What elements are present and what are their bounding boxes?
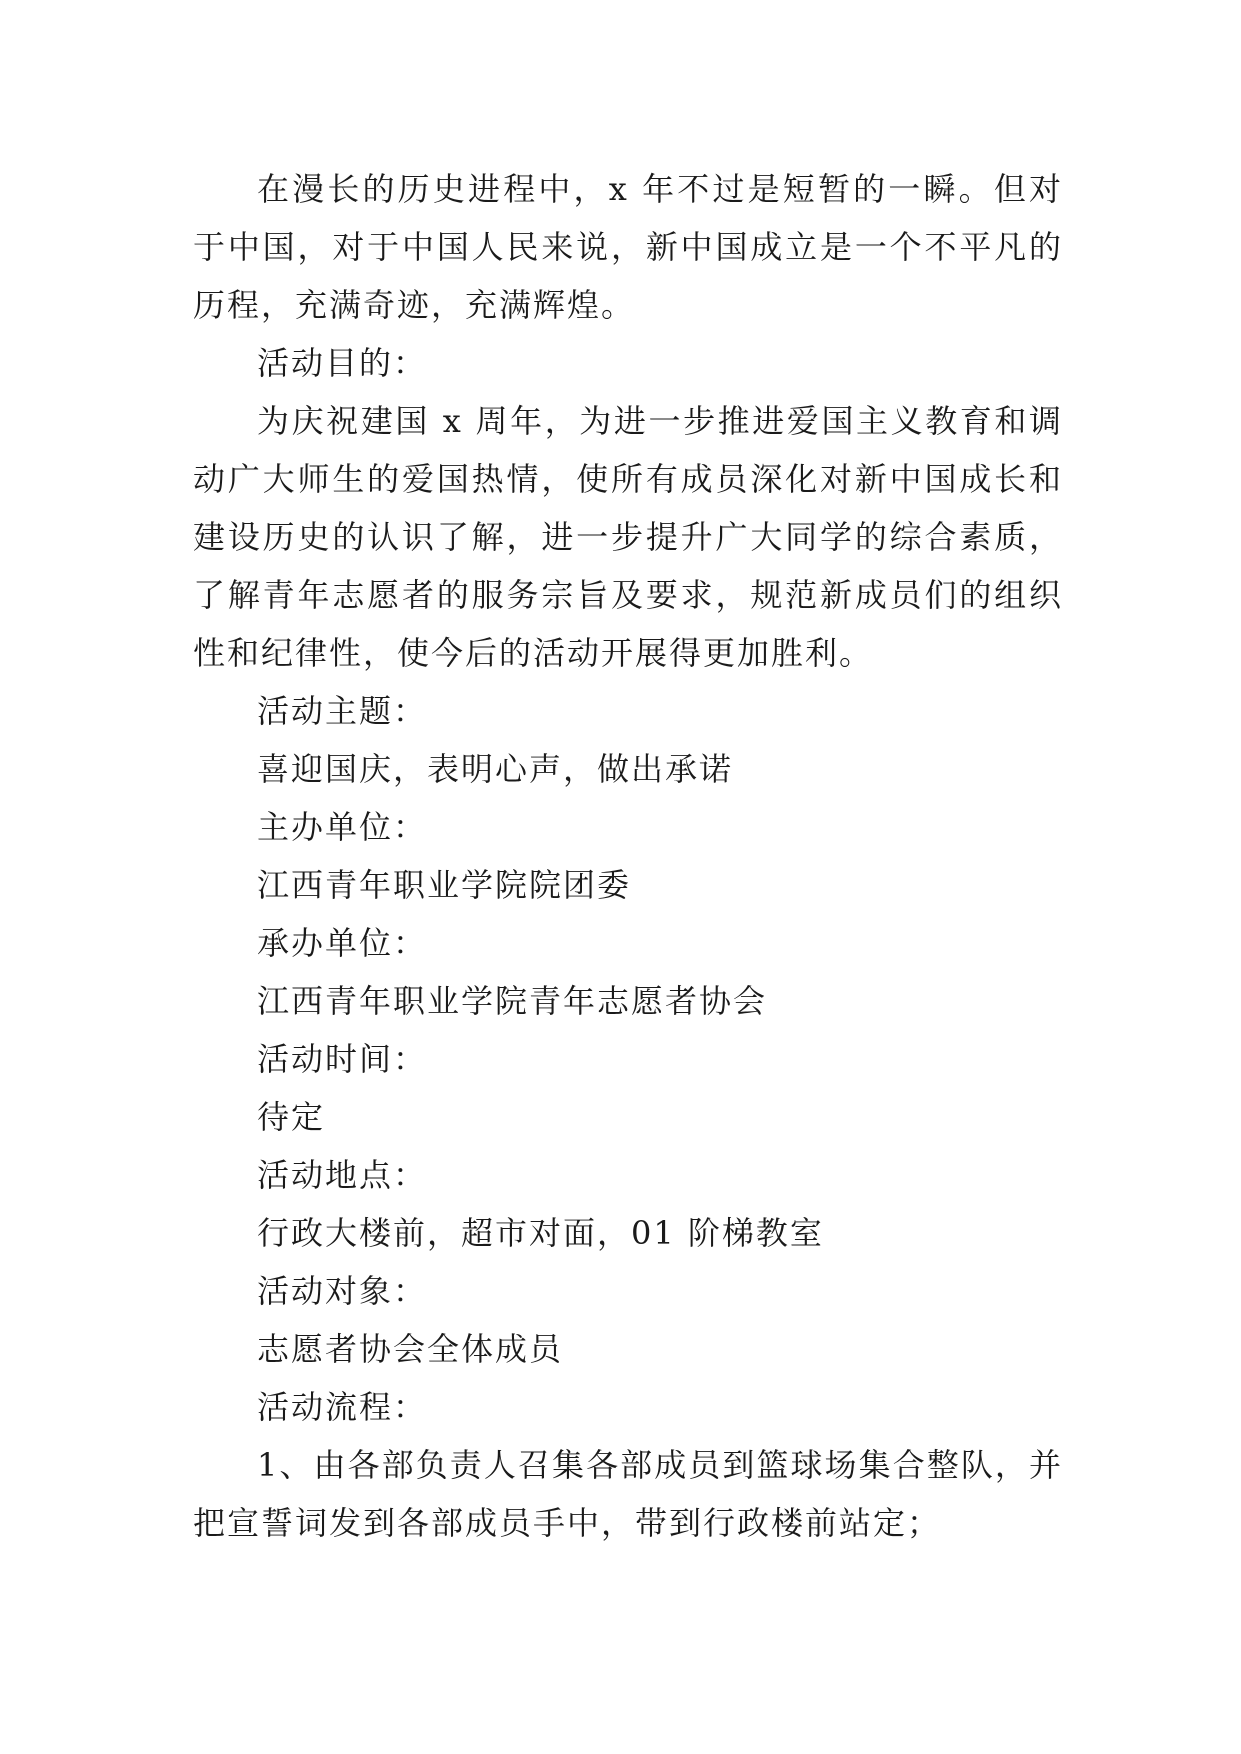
organizer-value: 江西青年职业学院院团委 — [257, 866, 632, 904]
time-value: 待定 — [257, 1098, 326, 1136]
organizer-heading: 主办单位： — [257, 808, 428, 846]
purpose-paragraph: 为庆祝建国 x 周年，为进一步推进爱国主义教育和调动广大师生的爱国热情，使所有成员深化对新中国成长和建设历史的认识了解，进一步提升广大同学的综合素质，了解青年志愿者的服务宗旨及要求，规范新成员们的组织性和纪律性，使今后的活动开展得更加胜利。 — [193, 402, 1063, 672]
audience-value: 志愿者协会全体成员 — [257, 1330, 564, 1368]
location-heading: 活动地点： — [257, 1156, 428, 1194]
intro-paragraph: 在漫长的历史进程中，x 年不过是短暂的一瞬。但对于中国，对于中国人民来说，新中国成立是一个不平凡的历程，充满奇迹，充满辉煌。 — [193, 170, 1063, 324]
theme-heading: 活动主题： — [257, 692, 428, 730]
time-heading: 活动时间： — [257, 1040, 428, 1078]
co-organizer-value: 江西青年职业学院青年志愿者协会 — [257, 982, 768, 1020]
audience-heading: 活动对象： — [257, 1272, 428, 1310]
co-organizer-heading: 承办单位： — [257, 924, 428, 962]
theme-value: 喜迎国庆，表明心声，做出承诺 — [257, 750, 734, 788]
process-step-1: 1、由各部负责人召集各部成员到篮球场集合整队，并把宣誓词发到各部成员手中，带到行政楼前站定； — [193, 1446, 1063, 1542]
purpose-heading: 活动目的： — [257, 344, 428, 382]
document-body — [193, 160, 1063, 1552]
location-value: 行政大楼前，超市对面，01 阶梯教室 — [257, 1214, 824, 1252]
process-heading: 活动流程： — [257, 1388, 428, 1426]
